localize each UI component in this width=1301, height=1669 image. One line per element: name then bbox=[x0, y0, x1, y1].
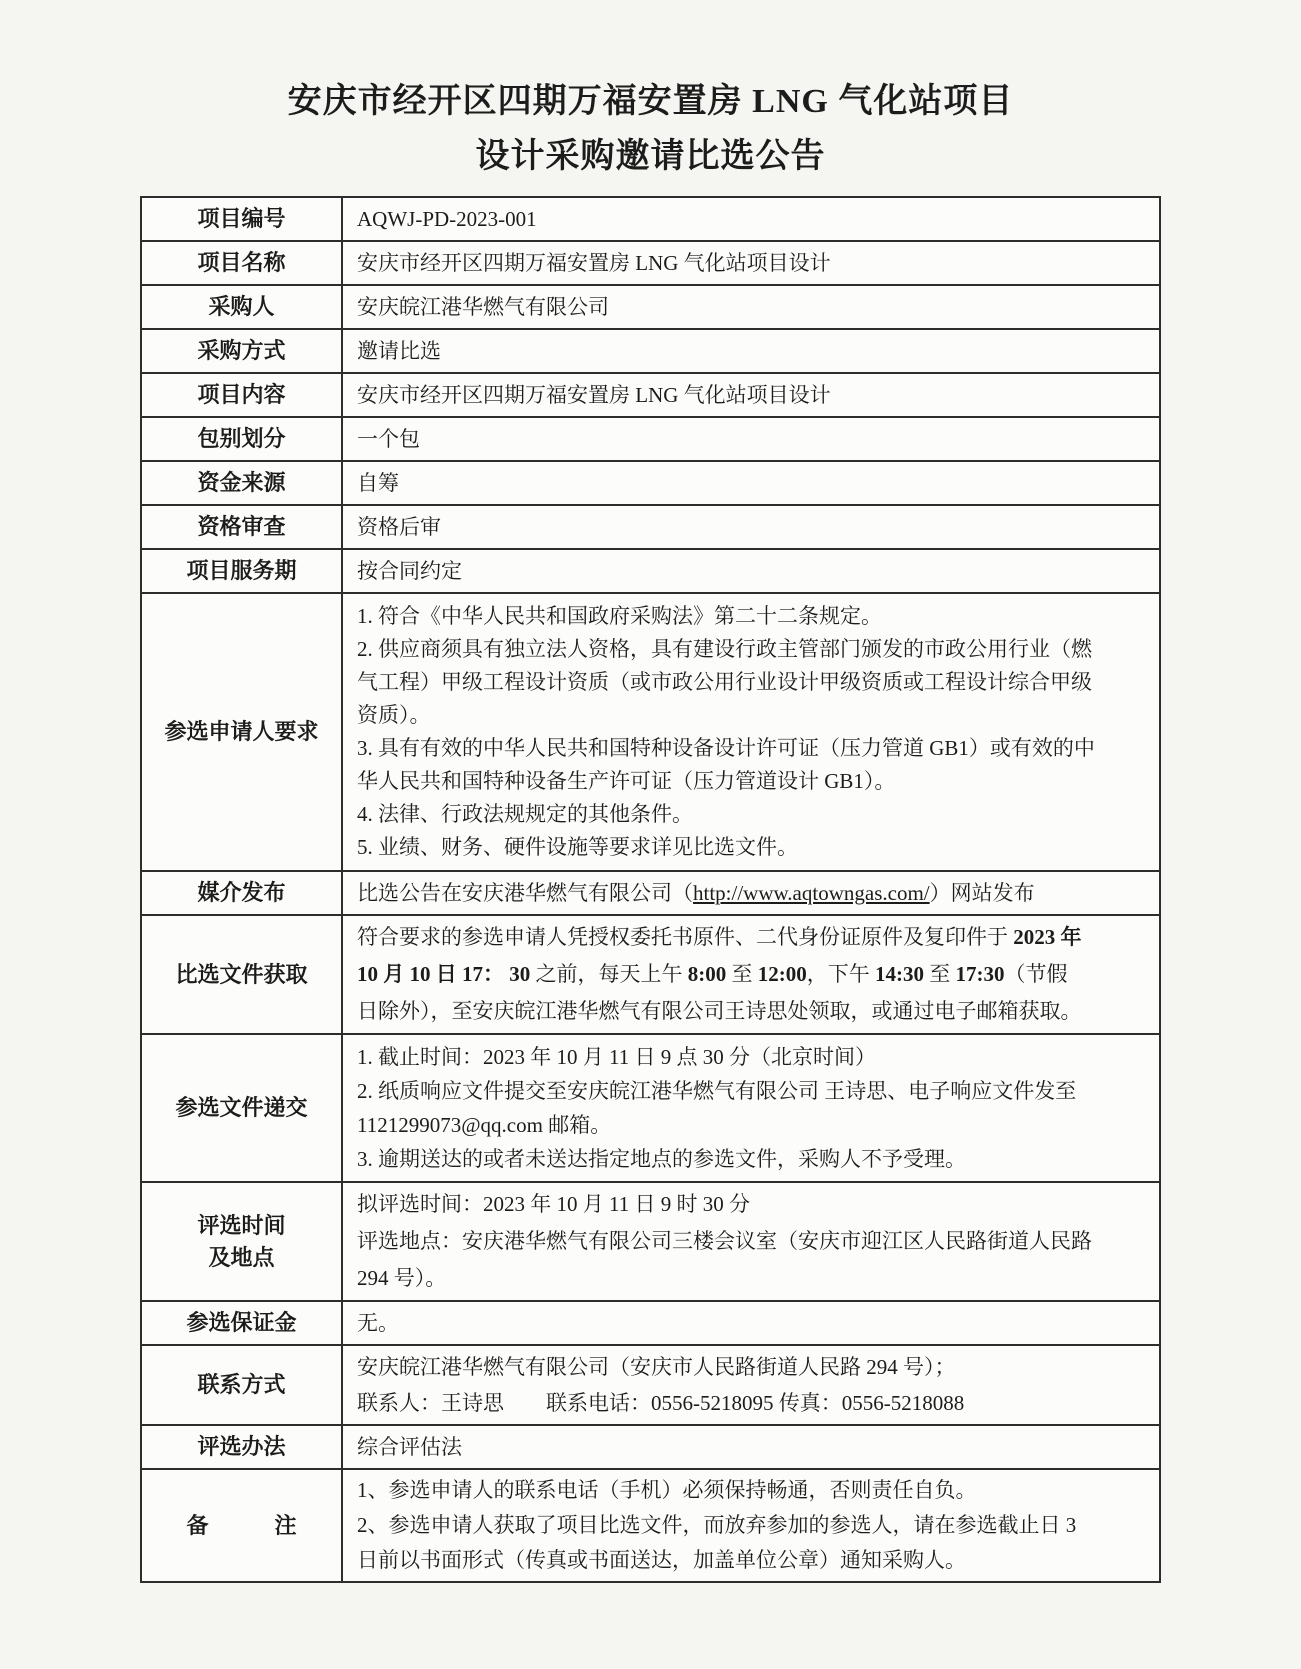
row-label bbox=[141, 549, 342, 593]
row-label bbox=[141, 1182, 342, 1301]
content-line: 按合同约定 bbox=[357, 559, 462, 583]
content-line: 日前以书面形式（传真或书面送达，加盖单位公章）通知采购人。 bbox=[357, 1548, 966, 1572]
text-segment: ，下午 bbox=[806, 962, 875, 986]
row-content bbox=[342, 915, 1160, 1034]
row-label-line: 资格审查 bbox=[197, 514, 286, 539]
row-label-line: 资金来源 bbox=[197, 470, 286, 495]
row-label-line: 备 注 bbox=[186, 1512, 297, 1538]
text-segment: 之前，每天上午 bbox=[530, 962, 688, 986]
row-label-line: 项目内容 bbox=[197, 382, 286, 407]
content-line: 3. 具有有效的中华人民共和国特种设备设计许可证（压力管道 GB1）或有效的中 bbox=[357, 736, 1095, 760]
content-line: 安庆皖江港华燃气有限公司 bbox=[357, 295, 609, 319]
text-segment: 8:00 bbox=[687, 962, 727, 986]
text-segment: 17:30 bbox=[955, 962, 1005, 986]
content-line: 安庆市经开区四期万福安置房 LNG 气化站项目设计 bbox=[357, 251, 831, 275]
content-line: 综合评估法 bbox=[357, 1435, 462, 1459]
row-content bbox=[342, 1301, 1160, 1345]
row-content bbox=[342, 549, 1160, 593]
content-line: 3. 逾期送达的或者未送达指定地点的参选文件，采购人不予受理。 bbox=[357, 1147, 966, 1171]
table-row-service-period bbox=[141, 549, 1160, 593]
table-row-package-division bbox=[141, 417, 1160, 461]
content-line: 联系人：王诗思 联系电话：0556-5218095 传真：0556-5218088 bbox=[357, 1391, 965, 1415]
table-row-remarks bbox=[141, 1469, 1160, 1582]
text-segment: 14:30 bbox=[875, 962, 924, 986]
content-line: 294 号）。 bbox=[357, 1266, 447, 1290]
row-label bbox=[141, 373, 342, 417]
content-line: 华人民共和国特种设备生产许可证（压力管道设计 GB1）。 bbox=[357, 769, 896, 793]
document-page bbox=[0, 74, 1301, 1669]
row-label bbox=[141, 1034, 342, 1182]
content-line: 1121299073@qq.com 邮箱。 bbox=[357, 1113, 612, 1137]
row-label-line: 媒介发布 bbox=[197, 880, 286, 905]
row-label-line: 包别划分 bbox=[197, 426, 286, 451]
table-row-project-name bbox=[141, 241, 1160, 285]
row-label-line: 参选文件递交 bbox=[175, 1095, 308, 1120]
content-line: 1. 符合《中华人民共和国政府采购法》第二十二条规定。 bbox=[357, 604, 882, 628]
text-segment: （节假 bbox=[1004, 962, 1068, 986]
text-segment: 10 月 10 日 17： 30 bbox=[357, 962, 531, 986]
content-line: 一个包 bbox=[357, 427, 420, 451]
table-row-purchaser bbox=[141, 285, 1160, 329]
row-label bbox=[141, 871, 342, 915]
row-label-line: 参选保证金 bbox=[186, 1310, 297, 1335]
url-text: http://www.aqtowngas.com/ bbox=[693, 881, 930, 905]
row-content bbox=[342, 329, 1160, 373]
content-line bbox=[357, 956, 1149, 993]
row-label bbox=[141, 241, 342, 285]
row-content bbox=[342, 505, 1160, 549]
content-line: 5. 业绩、财务、硬件设施等要求详见比选文件。 bbox=[357, 835, 798, 859]
row-content bbox=[342, 373, 1160, 417]
table-row-contact bbox=[141, 1345, 1160, 1425]
text-segment: 日除外），至安庆皖江港华燃气有限公司王诗思处领取，或通过电子邮箱获取。 bbox=[357, 999, 1082, 1023]
text-segment: 符合要求的参选申请人凭授权委托书原件、二代身份证原件及复印件于 bbox=[357, 925, 1014, 949]
content-line: 拟评选时间：2023 年 10 月 11 日 9 时 30 分 bbox=[357, 1192, 750, 1216]
row-label-line: 采购人 bbox=[208, 294, 275, 319]
row-label bbox=[141, 285, 342, 329]
table-row-doc-acquisition bbox=[141, 915, 1160, 1034]
text-segment: ）网站发布 bbox=[929, 881, 1035, 905]
content-line: 资质）。 bbox=[357, 703, 431, 727]
row-label-line: 评选办法 bbox=[197, 1434, 286, 1459]
row-label bbox=[141, 915, 342, 1034]
table-row-funding-source bbox=[141, 461, 1160, 505]
row-label-line: 项目编号 bbox=[197, 206, 286, 231]
content-line: 2. 纸质响应文件提交至安庆皖江港华燃气有限公司 王诗思、电子响应文件发至 bbox=[357, 1079, 1077, 1103]
text-segment: 至 bbox=[726, 962, 758, 986]
row-content bbox=[342, 285, 1160, 329]
table-row-applicant-requirements bbox=[141, 593, 1160, 871]
row-content bbox=[342, 871, 1160, 915]
row-label-line: 参选申请人要求 bbox=[164, 719, 319, 744]
row-label bbox=[141, 417, 342, 461]
content-line bbox=[357, 875, 1149, 911]
content-line: 4. 法律、行政法规规定的其他条件。 bbox=[357, 802, 693, 826]
table-row-qualification-review bbox=[141, 505, 1160, 549]
content-line bbox=[357, 993, 1149, 1030]
row-label bbox=[141, 505, 342, 549]
content-line: 无。 bbox=[357, 1311, 399, 1335]
content-line: 2. 供应商须具有独立法人资格，具有建设行政主管部门颁发的市政公用行业（燃 bbox=[357, 637, 1092, 661]
table-row-evaluation-method bbox=[141, 1425, 1160, 1469]
content-line: 自筹 bbox=[357, 471, 399, 495]
content-line bbox=[357, 919, 1149, 956]
row-label bbox=[141, 1345, 342, 1425]
row-content bbox=[342, 1345, 1160, 1425]
row-label-line: 项目服务期 bbox=[186, 558, 297, 583]
content-line: 安庆市经开区四期万福安置房 LNG 气化站项目设计 bbox=[357, 383, 831, 407]
content-line: 1. 截止时间：2023 年 10 月 11 日 9 点 30 分（北京时间） bbox=[357, 1045, 876, 1069]
row-content bbox=[342, 241, 1160, 285]
row-content bbox=[342, 593, 1160, 871]
row-content bbox=[342, 461, 1160, 505]
text-segment: 比选公告在安庆港华燃气有限公司（ bbox=[357, 881, 693, 905]
table-body bbox=[141, 197, 1160, 1582]
row-label bbox=[141, 1301, 342, 1345]
row-label bbox=[141, 197, 342, 241]
row-content bbox=[342, 1469, 1160, 1582]
row-label-line: 评选时间 bbox=[197, 1212, 286, 1238]
row-label bbox=[141, 1425, 342, 1469]
row-label-line: 联系方式 bbox=[197, 1372, 286, 1397]
row-content bbox=[342, 1182, 1160, 1301]
content-line: 安庆皖江港华燃气有限公司（安庆市人民路街道人民路 294 号）； bbox=[357, 1355, 956, 1379]
table-row-media-release bbox=[141, 871, 1160, 915]
row-label bbox=[141, 461, 342, 505]
row-content bbox=[342, 1425, 1160, 1469]
row-label bbox=[141, 1469, 342, 1582]
row-label bbox=[141, 593, 342, 871]
content-line: 气工程）甲级工程设计资质（或市政公用行业设计甲级资质或工程设计综合甲级 bbox=[357, 670, 1092, 694]
table-row-evaluation-time-place bbox=[141, 1182, 1160, 1301]
table-row-project-content bbox=[141, 373, 1160, 417]
row-content bbox=[342, 1034, 1160, 1182]
row-label-line: 比选文件获取 bbox=[175, 961, 308, 987]
row-label-line: 及地点 bbox=[208, 1244, 275, 1270]
content-line: 1、参选申请人的联系电话（手机）必须保持畅通，否则责任自负。 bbox=[357, 1478, 977, 1502]
text-segment: 12:00 bbox=[757, 962, 807, 986]
content-line: 2、参选申请人获取了项目比选文件，而放弃参加的参选人，请在参选截止日 3 bbox=[357, 1513, 1077, 1537]
announcement-table bbox=[140, 196, 1161, 1583]
table-row-doc-submission bbox=[141, 1034, 1160, 1182]
row-content bbox=[342, 417, 1160, 461]
row-label-line: 项目名称 bbox=[197, 250, 286, 275]
row-label bbox=[141, 329, 342, 373]
content-line: AQWJ-PD-2023-001 bbox=[357, 207, 537, 231]
text-segment: 至 bbox=[924, 962, 956, 986]
table-row-deposit bbox=[141, 1301, 1160, 1345]
title-line-2: 设计采购邀请比选公告 bbox=[475, 138, 826, 175]
text-segment: 2023 年 bbox=[1013, 925, 1082, 949]
title-line-1: 安庆市经开区四期万福安置房 LNG 气化站项目 bbox=[287, 83, 1014, 120]
content-line: 邀请比选 bbox=[357, 339, 441, 363]
table-row-project-no bbox=[141, 197, 1160, 241]
content-line: 评选地点：安庆港华燃气有限公司三楼会议室（安庆市迎江区人民路街道人民路 bbox=[357, 1229, 1092, 1253]
content-line: 资格后审 bbox=[357, 515, 441, 539]
row-label-line: 采购方式 bbox=[197, 338, 286, 363]
table-row-purchase-method bbox=[141, 329, 1160, 373]
row-content bbox=[342, 197, 1160, 241]
document-title bbox=[70, 74, 1231, 184]
